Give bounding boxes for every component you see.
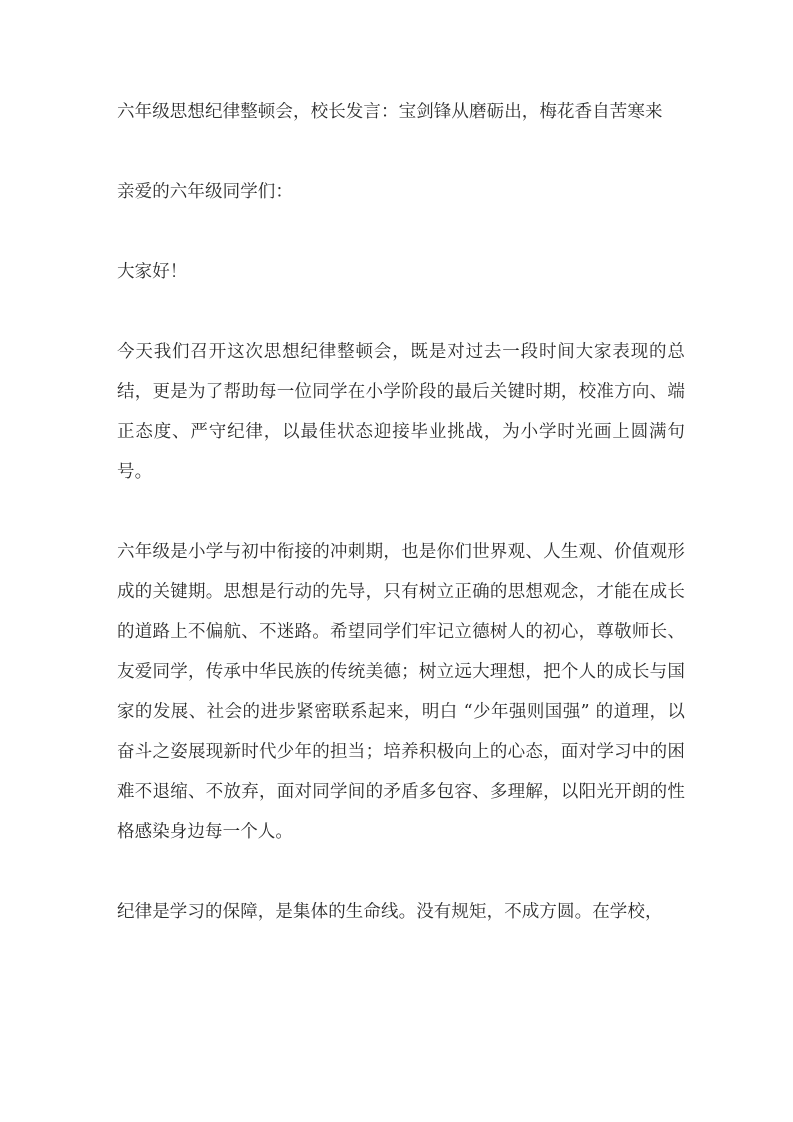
document-paragraph-3: 纪律是学习的保障，是集体的生命线。没有规矩，不成方圆。在学校， [117,902,663,922]
document-greeting: 大家好！ [117,262,188,282]
document-paragraph-2: 六年级是小学与初中衔接的冲刺期，也是你们世界观、人生观、价值观形成的关键期。思想是行动的先导，只有树立正确的思想观念，才能在成长的道路上不偏航、不迷路。希望同学们牢记立德树人的初心，尊敬师长、友爱同学，传承中华民族的传统美德；树立远大理想，把个人的成长与国家的发展、社会的进步紧密联系起来，明白 “少年强则国强” 的道理，以奋斗之姿展现新时代少年的担当；培养积极向上的心态，面对学习中的困难不退缩、不放弃，面对同学间的矛盾多包容、多理解，以阳光开朗的性格感染身边每一个人。 [117,542,685,842]
document-paragraph-1: 今天我们召开这次思想纪律整顿会，既是对过去一段时间大家表现的总结，更是为了帮助每一位同学在小学阶段的最后关键时期，校准方向、端正态度、严守纪律，以最佳状态迎接毕业挑战，为小学时光画上圆满句号。 [117,342,685,482]
document-title: 六年级思想纪律整顿会，校长发言：宝剑锋从磨砺出，梅花香自苦寒来 [117,102,663,122]
document-salutation: 亲爱的六年级同学们： [117,182,293,202]
document-text-column [117,92,685,932]
